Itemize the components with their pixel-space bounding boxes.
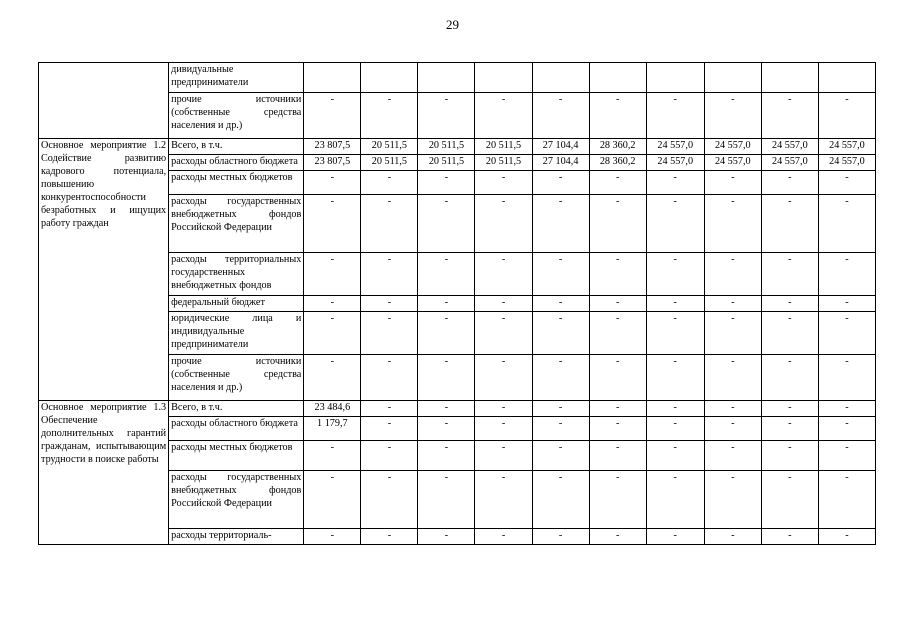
amount-cell bbox=[361, 63, 418, 93]
funding-source-cell: расходы государственных внебюджетных фондов Российской Федерации bbox=[169, 195, 304, 253]
amount-cell: - bbox=[646, 171, 704, 195]
amount-cell: - bbox=[761, 253, 818, 296]
amount-cell: - bbox=[818, 441, 875, 471]
amount-cell: - bbox=[475, 296, 532, 312]
table-row bbox=[39, 401, 876, 417]
amount-cell: - bbox=[475, 312, 532, 355]
amount-cell: - bbox=[418, 355, 475, 401]
amount-cell bbox=[818, 63, 875, 93]
amount-cell: - bbox=[361, 355, 418, 401]
amount-cell bbox=[475, 63, 532, 93]
funding-source-cell: Всего, в т.ч. bbox=[169, 401, 304, 417]
amount-cell: - bbox=[361, 417, 418, 441]
amount-cell: - bbox=[589, 471, 646, 529]
amount-cell: - bbox=[532, 93, 589, 139]
amount-cell: - bbox=[361, 93, 418, 139]
amount-cell: - bbox=[818, 93, 875, 139]
funding-source-cell: расходы государственных внебюджетных фондов Российской Федерации bbox=[169, 471, 304, 529]
amount-cell: - bbox=[304, 529, 361, 545]
amount-cell: - bbox=[418, 441, 475, 471]
table-row bbox=[39, 139, 876, 155]
amount-cell bbox=[418, 63, 475, 93]
amount-cell: 20 511,5 bbox=[418, 139, 475, 155]
amount-cell: - bbox=[361, 401, 418, 417]
amount-cell: - bbox=[589, 417, 646, 441]
amount-cell: - bbox=[646, 195, 704, 253]
amount-cell: - bbox=[704, 417, 761, 441]
amount-cell: - bbox=[818, 417, 875, 441]
amount-cell: - bbox=[532, 355, 589, 401]
funding-source-cell: расходы местных бюджетов bbox=[169, 441, 304, 471]
measure-name-cell: Основное мероприятие 1.3 Обеспечение дополнительных гарантий гражданам, испытывающим трудности в поиске работы bbox=[39, 401, 169, 545]
funding-source-cell: расходы территориальных государственных внебюджетных фондов bbox=[169, 253, 304, 296]
amount-cell: - bbox=[304, 312, 361, 355]
amount-cell: - bbox=[418, 471, 475, 529]
funding-source-cell: расходы областного бюджета bbox=[169, 417, 304, 441]
amount-cell bbox=[532, 63, 589, 93]
amount-cell: 24 557,0 bbox=[818, 139, 875, 155]
amount-cell: - bbox=[589, 355, 646, 401]
funding-source-cell: прочие источники (собственные средства населения и др.) bbox=[169, 93, 304, 139]
amount-cell: - bbox=[532, 312, 589, 355]
amount-cell: 28 360,2 bbox=[589, 139, 646, 155]
amount-cell: - bbox=[646, 296, 704, 312]
amount-cell: - bbox=[589, 171, 646, 195]
amount-cell: - bbox=[475, 471, 532, 529]
funding-source-cell: дивидуальные предприниматели bbox=[169, 63, 304, 93]
amount-cell: 24 557,0 bbox=[704, 139, 761, 155]
amount-cell: - bbox=[532, 401, 589, 417]
amount-cell: - bbox=[589, 529, 646, 545]
amount-cell: 20 511,5 bbox=[475, 155, 532, 171]
funding-source-cell: расходы местных бюджетов bbox=[169, 171, 304, 195]
amount-cell: - bbox=[646, 441, 704, 471]
amount-cell: - bbox=[646, 93, 704, 139]
amount-cell: - bbox=[704, 296, 761, 312]
amount-cell: - bbox=[418, 171, 475, 195]
page-number: 29 bbox=[446, 17, 459, 32]
amount-cell: - bbox=[818, 529, 875, 545]
amount-cell: - bbox=[475, 195, 532, 253]
amount-cell: 24 557,0 bbox=[646, 155, 704, 171]
amount-cell bbox=[704, 63, 761, 93]
amount-cell bbox=[646, 63, 704, 93]
amount-cell: - bbox=[761, 296, 818, 312]
amount-cell: - bbox=[532, 471, 589, 529]
amount-cell: - bbox=[361, 471, 418, 529]
amount-cell: - bbox=[532, 529, 589, 545]
amount-cell: - bbox=[704, 195, 761, 253]
amount-cell: - bbox=[761, 441, 818, 471]
amount-cell: 27 104,4 bbox=[532, 139, 589, 155]
amount-cell bbox=[761, 63, 818, 93]
amount-cell: - bbox=[761, 93, 818, 139]
amount-cell: - bbox=[761, 471, 818, 529]
amount-cell: 1 179,7 bbox=[304, 417, 361, 441]
amount-cell: - bbox=[589, 93, 646, 139]
amount-cell: 24 557,0 bbox=[646, 139, 704, 155]
amount-cell: - bbox=[418, 253, 475, 296]
amount-cell: - bbox=[532, 253, 589, 296]
amount-cell bbox=[304, 63, 361, 93]
amount-cell: - bbox=[646, 401, 704, 417]
amount-cell: 23 807,5 bbox=[304, 139, 361, 155]
amount-cell: 24 557,0 bbox=[818, 155, 875, 171]
amount-cell bbox=[589, 63, 646, 93]
funding-source-cell: расходы территориаль- bbox=[169, 529, 304, 545]
amount-cell: - bbox=[818, 296, 875, 312]
amount-cell: - bbox=[704, 529, 761, 545]
amount-cell: - bbox=[761, 171, 818, 195]
amount-cell: 24 557,0 bbox=[704, 155, 761, 171]
amount-cell: - bbox=[589, 195, 646, 253]
amount-cell: - bbox=[418, 195, 475, 253]
amount-cell: - bbox=[361, 296, 418, 312]
amount-cell: - bbox=[646, 417, 704, 441]
amount-cell: - bbox=[704, 253, 761, 296]
funding-source-cell: Всего, в т.ч. bbox=[169, 139, 304, 155]
amount-cell: - bbox=[475, 441, 532, 471]
amount-cell: - bbox=[589, 441, 646, 471]
amount-cell: - bbox=[532, 195, 589, 253]
amount-cell: - bbox=[589, 296, 646, 312]
amount-cell: - bbox=[646, 471, 704, 529]
funding-source-cell: расходы областного бюджета bbox=[169, 155, 304, 171]
amount-cell: 23 484,6 bbox=[304, 401, 361, 417]
amount-cell: - bbox=[761, 529, 818, 545]
amount-cell: - bbox=[304, 195, 361, 253]
amount-cell: - bbox=[304, 253, 361, 296]
amount-cell: - bbox=[475, 529, 532, 545]
amount-cell: - bbox=[361, 171, 418, 195]
amount-cell: - bbox=[361, 312, 418, 355]
amount-cell: - bbox=[704, 355, 761, 401]
amount-cell: - bbox=[704, 171, 761, 195]
amount-cell: - bbox=[418, 93, 475, 139]
amount-cell: - bbox=[818, 355, 875, 401]
amount-cell: - bbox=[475, 171, 532, 195]
measure-name-cell: Основное мероприятие 1.2 Содействие развитию кадрового потенциала, повышению конкурентоспособности безработных и ищущих работу граждан bbox=[39, 139, 169, 401]
amount-cell: - bbox=[361, 195, 418, 253]
amount-cell: - bbox=[361, 253, 418, 296]
amount-cell: - bbox=[304, 355, 361, 401]
amount-cell: - bbox=[589, 401, 646, 417]
amount-cell: - bbox=[418, 296, 475, 312]
amount-cell: - bbox=[818, 471, 875, 529]
funding-source-cell: прочие источники (собственные средства населения и др.) bbox=[169, 355, 304, 401]
budget-table bbox=[38, 62, 876, 545]
amount-cell: - bbox=[475, 93, 532, 139]
amount-cell: - bbox=[818, 171, 875, 195]
amount-cell: 20 511,5 bbox=[361, 139, 418, 155]
amount-cell: - bbox=[646, 312, 704, 355]
amount-cell: - bbox=[761, 195, 818, 253]
amount-cell: - bbox=[704, 312, 761, 355]
amount-cell: - bbox=[304, 296, 361, 312]
amount-cell: 20 511,5 bbox=[361, 155, 418, 171]
amount-cell: - bbox=[304, 171, 361, 195]
amount-cell: - bbox=[475, 253, 532, 296]
amount-cell: - bbox=[646, 253, 704, 296]
amount-cell: - bbox=[532, 417, 589, 441]
amount-cell: 27 104,4 bbox=[532, 155, 589, 171]
amount-cell: - bbox=[532, 441, 589, 471]
amount-cell: - bbox=[646, 529, 704, 545]
amount-cell: - bbox=[704, 441, 761, 471]
amount-cell: - bbox=[761, 355, 818, 401]
amount-cell: 20 511,5 bbox=[418, 155, 475, 171]
amount-cell: - bbox=[589, 253, 646, 296]
amount-cell: - bbox=[818, 312, 875, 355]
amount-cell: - bbox=[589, 312, 646, 355]
amount-cell: - bbox=[361, 441, 418, 471]
amount-cell: - bbox=[704, 471, 761, 529]
amount-cell: - bbox=[361, 529, 418, 545]
amount-cell: - bbox=[761, 312, 818, 355]
amount-cell: 20 511,5 bbox=[475, 139, 532, 155]
amount-cell: - bbox=[818, 253, 875, 296]
amount-cell: - bbox=[818, 401, 875, 417]
funding-source-cell: федеральный бюджет bbox=[169, 296, 304, 312]
amount-cell: - bbox=[304, 441, 361, 471]
amount-cell: - bbox=[418, 312, 475, 355]
amount-cell: - bbox=[304, 93, 361, 139]
amount-cell: - bbox=[475, 401, 532, 417]
table-row bbox=[39, 63, 876, 93]
amount-cell: - bbox=[818, 195, 875, 253]
amount-cell: - bbox=[761, 401, 818, 417]
amount-cell: - bbox=[761, 417, 818, 441]
amount-cell: - bbox=[704, 401, 761, 417]
amount-cell: - bbox=[418, 529, 475, 545]
amount-cell: 23 807,5 bbox=[304, 155, 361, 171]
amount-cell: - bbox=[532, 171, 589, 195]
amount-cell: 24 557,0 bbox=[761, 155, 818, 171]
amount-cell: - bbox=[532, 296, 589, 312]
funding-source-cell: юридические лица и индивидуальные предприниматели bbox=[169, 312, 304, 355]
amount-cell: - bbox=[304, 471, 361, 529]
amount-cell: 28 360,2 bbox=[589, 155, 646, 171]
amount-cell: - bbox=[418, 417, 475, 441]
amount-cell: - bbox=[704, 93, 761, 139]
amount-cell: - bbox=[475, 417, 532, 441]
amount-cell: - bbox=[475, 355, 532, 401]
amount-cell: 24 557,0 bbox=[761, 139, 818, 155]
amount-cell: - bbox=[418, 401, 475, 417]
measure-name-cell bbox=[39, 63, 169, 139]
amount-cell: - bbox=[646, 355, 704, 401]
